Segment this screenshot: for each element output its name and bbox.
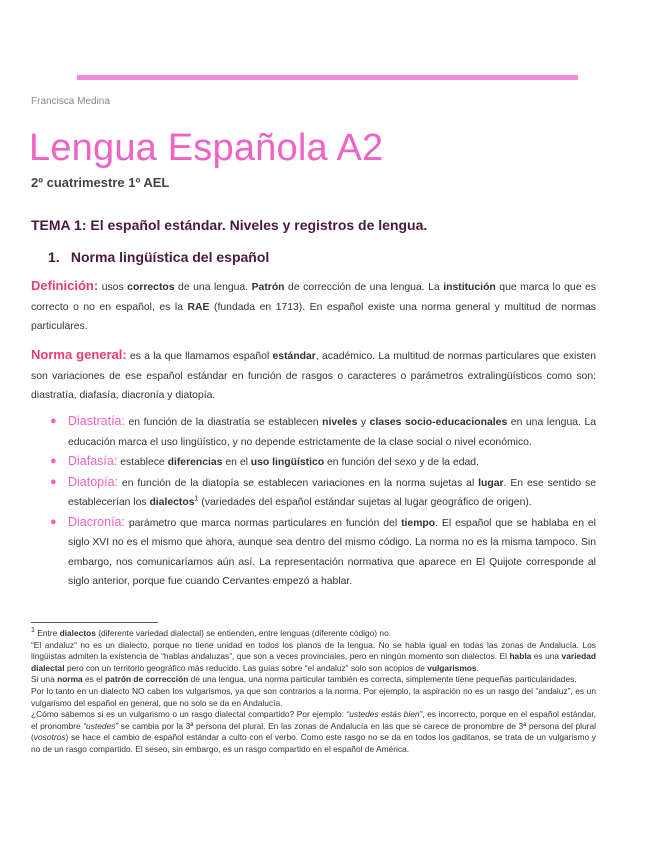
text: es a la que llamamos español — [126, 351, 273, 362]
norma-general-paragraph — [31, 345, 596, 406]
text: en el — [222, 457, 251, 468]
italic-text: “ustedes” — [83, 720, 119, 731]
text: es una — [531, 651, 562, 662]
text: (variedades del español estándar sujetas al lugar geográfico de origen). — [198, 497, 532, 508]
bold-text: diferencias — [167, 457, 223, 468]
definicion-paragraph — [31, 276, 596, 337]
text: pero con un territorio geográfico más reducido. Las guías sobre “el andaluz” solo son acopios de — [64, 662, 428, 673]
bullet-icon: ● — [50, 455, 57, 467]
footnotes — [31, 628, 596, 756]
text: en función del sexo y de la edad. — [324, 457, 479, 468]
text: ¿Cómo sabemos si es un vulgarismo o un rasgo dialectal compartido? Por ejemplo: — [31, 709, 347, 720]
italic-text: vosotros — [33, 732, 66, 743]
header-accent-bar — [77, 75, 578, 80]
author-name: Francisca Medina — [31, 96, 110, 107]
text: (fundada en 1713). En español existe una norma general y multitud de normas particulares. — [31, 301, 597, 332]
diafasia-term: Diafasía: — [68, 454, 118, 468]
bold-text: Patrón — [251, 282, 285, 293]
parameters-list — [50, 412, 596, 592]
norma-general-term: Norma general: — [31, 347, 127, 362]
list-item — [50, 452, 596, 473]
bullet-icon: ● — [50, 415, 57, 427]
document-subtitle: 2º cuatrimestre 1º AEL — [31, 175, 170, 190]
bold-text: dialectos — [59, 628, 96, 638]
text: (diferente variedad dialectal) se entienden, entre lenguas (diferente código) no. — [95, 628, 392, 638]
text: , académico. La multitud de normas particulares que existen son variaciones de ese español estándar en función de rasgos o caracteres o parámetros extralingüísticos como son: diastratía, diafasía, diacronía y diatopía. — [31, 351, 596, 401]
bullet-icon: ● — [50, 515, 57, 528]
text: . El español que se hablaba en el siglo XVI no es el mismo que ahora, aunque sea dentro del mismo código. La norma no es la misma tampoco. Sin embargo, nos comunicaríamos aún así. La representación normativa que aparece en El Quijote corresponde al siglo anterior, porque fue cuando Cervantes empezó a hablar. — [68, 517, 596, 587]
text: Si una — [31, 674, 58, 685]
footnote-paragraph — [31, 686, 596, 709]
document-title: Lengua Española A2 — [29, 127, 384, 169]
bold-text: clases socio-educacionales — [369, 417, 508, 428]
italic-text: “ustedes estás bien” — [346, 709, 423, 720]
section-title: Norma lingüística del español — [70, 249, 270, 265]
list-item — [50, 513, 596, 592]
diacronia-term: Diacronía: — [68, 514, 125, 529]
text: es el — [82, 674, 106, 685]
bold-text: variedad dialectal — [31, 651, 596, 673]
bold-text: vulgarismos — [427, 662, 477, 673]
text: que marca lo que es correcto o no en español, es la — [31, 282, 596, 313]
bold-text: uso lingüístico — [250, 457, 325, 468]
section-number: 1. — [48, 249, 60, 265]
footnote-paragraph — [31, 674, 596, 686]
text: parámetro que marca normas particulares en función del — [124, 517, 402, 529]
text: Entre — [34, 628, 60, 638]
bold-text: niveles — [322, 417, 358, 428]
footnote-ref[interactable]: 1 — [194, 495, 199, 503]
text: usos — [98, 282, 128, 293]
text: en función de la diastratía se establecen — [124, 417, 323, 428]
footnote-divider — [31, 622, 158, 623]
bold-text: norma — [57, 674, 83, 685]
text: . En ese sentido se establecerían los — [68, 477, 596, 508]
bold-text: dialectos — [149, 497, 195, 508]
diatopia-term: Diatopía: — [68, 474, 119, 489]
bold-text: lugar — [478, 477, 504, 489]
text: . — [476, 662, 479, 673]
list-item — [50, 473, 596, 513]
footnote-number: 1 — [31, 627, 35, 635]
bold-text: RAE — [187, 301, 210, 313]
text: de una lengua, una norma particular también es correcta, simplemente tiene pequeñas particularidades. — [188, 674, 577, 685]
list-item — [50, 412, 596, 452]
text: de una lengua. — [174, 282, 252, 293]
diastratia-term: Diastratía: — [68, 414, 125, 428]
footnote-1 — [31, 628, 596, 640]
text: establece — [117, 457, 168, 468]
text: “El andaluz” no es un dialecto, porque no tiene unidad en todos los planos de la lengua. No se habla igual en todas las zonas de Andalucía. Los lingüistas admiten la existencia de “hablas andaluzas”, que son a veces provinciales, pero en ningún momento son dialectos. El — [31, 639, 596, 662]
text: ) se hace el cambio de español estándar a culto con el verbo. Como este rasgo no se da en todos los gaditanos, se trata de un vulgarismo y no de un rasgo compartido. El seseo, sin embargo, es un rasgo compartido en el español de América. — [31, 732, 596, 754]
bold-text: habla — [509, 651, 532, 662]
footnote-paragraph — [31, 709, 596, 755]
text: se cambia por la 3ª persona del plural. En las zonas de Andalucía en las que se carece de pronombre de 3ª persona del plural ( — [31, 720, 596, 743]
bold-text: estándar — [272, 351, 316, 362]
text: y — [357, 417, 370, 428]
text: de corrección de una lengua. La — [284, 282, 444, 293]
section-heading — [48, 249, 269, 265]
bold-text: tiempo — [401, 517, 436, 529]
bold-text: institución — [443, 282, 496, 293]
bold-text: patrón de corrección — [105, 674, 189, 685]
text: en una lengua. La educación marca el uso lingüístico, y no depende estrictamente de la clase social o nivel económico. — [68, 417, 596, 448]
bold-text: correctos — [127, 282, 175, 293]
text: , es incorrecto, porque en el español estándar, el pronombre — [31, 709, 596, 731]
tema-heading: TEMA 1: El español estándar. Niveles y registros de lengua. — [31, 217, 428, 233]
text: Por lo tanto en un dialecto NO caben los vulgarismos, ya que son contrarios a la norma. Por ejemplo, la aspiración no es un rasgo del “andaluz”, es un vulgarismo del español en general, que no solo se da en Andalucía. — [31, 685, 596, 708]
text: en función de la diatopía se establecen variaciones en la norma sujetas al — [118, 477, 479, 489]
definicion-term: Definición: — [31, 278, 99, 293]
footnote-paragraph — [31, 640, 596, 675]
bullet-icon: ● — [50, 475, 57, 488]
